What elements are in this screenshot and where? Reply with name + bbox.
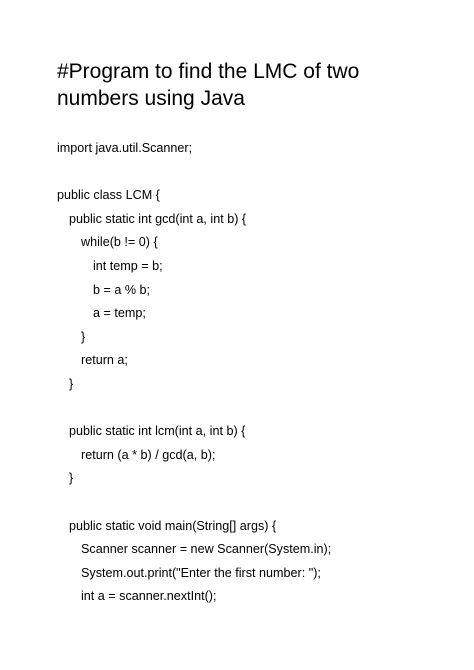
code-line: int temp = b; [93, 258, 163, 273]
code-line: while(b != 0) { [81, 235, 158, 250]
code-line: } [81, 329, 86, 344]
code-line: public class LCM { [57, 188, 160, 203]
code-line: return a; [81, 353, 128, 368]
code-line: public static int lcm(int a, int b) { [69, 424, 246, 439]
code-line: } [69, 376, 74, 391]
document-title: #Program to find the LMC of two numbers using Java [57, 60, 360, 110]
code-line-blank [57, 491, 331, 515]
code-line: System.out.print("Enter the first number: "); [81, 565, 321, 580]
code-line: return (a * b) / gcd(a, b); [81, 447, 216, 462]
code-line-blank [57, 161, 331, 185]
code-line: Scanner scanner = new Scanner(System.in); [81, 542, 332, 557]
code-line: b = a % b; [93, 282, 151, 297]
code-line: public static void main(String[] args) { [69, 518, 277, 533]
code-line: public static int gcd(int a, int b) { [69, 211, 247, 226]
code-line: } [69, 471, 74, 486]
code-line: import java.util.Scanner; [57, 141, 193, 155]
code-line: int a = scanner.nextInt(); [81, 589, 217, 604]
code-listing [57, 137, 331, 609]
code-line-blank [57, 397, 331, 421]
code-line: a = temp; [93, 306, 146, 321]
